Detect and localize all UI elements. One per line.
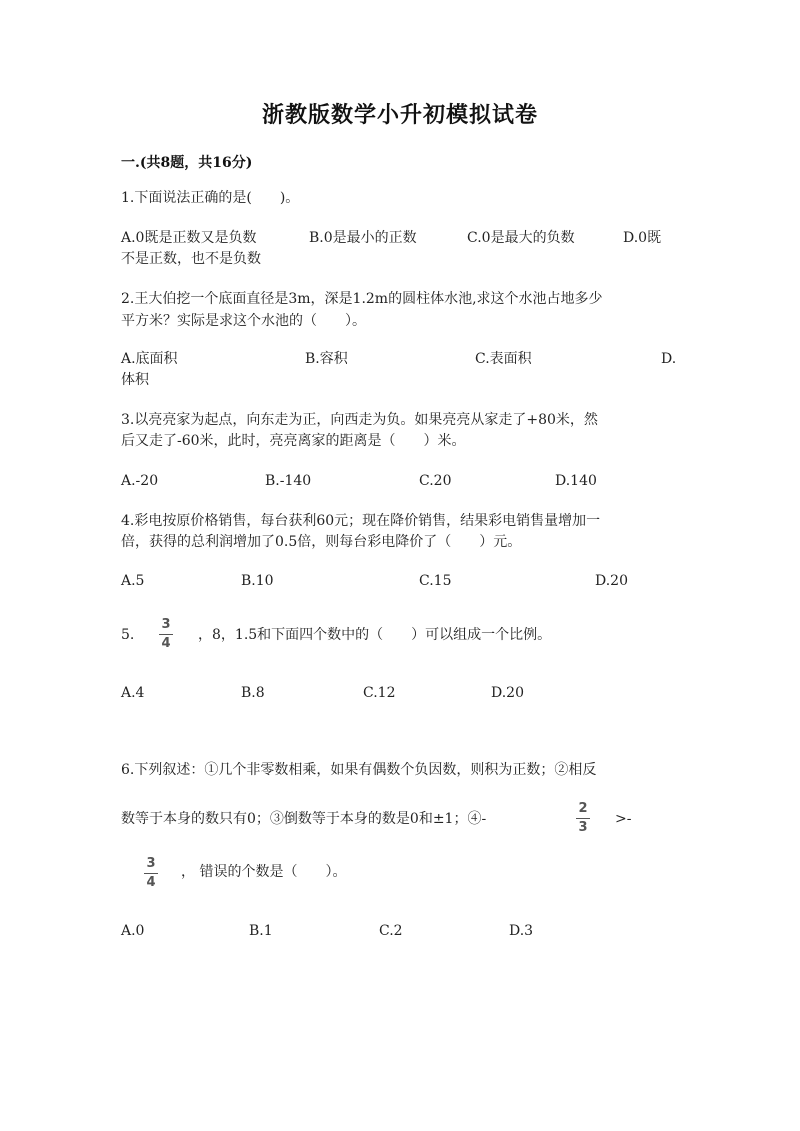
q2-option-b: B.容积 — [305, 351, 348, 367]
q6-stem-line1: 6.下列叙述：①几个非零数相乘，如果有偶数个负因数，则积为正数；②相反 — [121, 762, 597, 778]
q2-option-d-cont: 体积 — [121, 372, 149, 388]
section-heading: 一.(共8题，共16分) — [121, 155, 253, 171]
q6-fraction-1 — [573, 801, 593, 835]
q5-number: 5. — [121, 627, 135, 643]
q6-option-a: A.0 — [121, 923, 145, 939]
q6-fraction-2-numerator: 3 — [146, 856, 156, 871]
q1-option-a: A.0既是正数又是负数 — [121, 230, 257, 246]
q3-stem-line1: 3.以亮亮家为起点，向东走为正，向西走为负。如果亮亮从家走了+80米，然 — [121, 412, 598, 428]
q3-stem-line2: 后又走了-60米，此时，亮亮离家的距离是（ ）米。 — [121, 433, 466, 449]
q5-fraction — [156, 617, 176, 651]
q1-option-d-cont: 不是正数，也不是负数 — [121, 251, 261, 267]
q2-option-d: D. — [661, 351, 677, 367]
q5-option-d: D.20 — [491, 685, 524, 701]
q1-option-b: B.0是最小的正数 — [309, 230, 417, 246]
q6-fraction-1-numerator: 2 — [578, 801, 588, 816]
q2-stem-line2: 平方米？实际是求这个水池的（ ）。 — [121, 313, 366, 329]
q6-option-d: D.3 — [509, 923, 534, 939]
q2-option-a: A.底面积 — [121, 351, 178, 367]
q4-option-c: C.15 — [419, 573, 452, 589]
q3-option-a: A.-20 — [121, 473, 159, 489]
q4-option-d: D.20 — [595, 573, 628, 589]
q4-option-a: A.5 — [121, 573, 145, 589]
q5-fraction-numerator: 3 — [161, 617, 171, 632]
q6-option-b: B.1 — [249, 923, 273, 939]
q6-stem-line3: ， 错误的个数是（ ）。 — [181, 864, 347, 880]
q6-fraction-2-bar — [144, 873, 158, 874]
q6-fraction-2 — [141, 856, 161, 890]
page-title: 浙教版数学小升初模拟试卷 — [261, 102, 538, 128]
q3-option-c: C.20 — [419, 473, 452, 489]
q6-greater-than: >- — [615, 811, 632, 827]
q2-stem-line1: 2.王大伯挖一个底面直径是3m，深是1.2m的圆柱体水池,求这个水池占地多少 — [121, 291, 603, 307]
q6-fraction-2-denominator: 4 — [146, 875, 156, 890]
q3-option-b: B.-140 — [265, 473, 312, 489]
q2-option-c: C.表面积 — [475, 351, 532, 367]
q5-option-b: B.8 — [241, 685, 265, 701]
q1-stem: 1.下面说法正确的是( )。 — [121, 190, 300, 206]
q5-fraction-bar — [159, 634, 173, 635]
q4-option-b: B.10 — [241, 573, 274, 589]
q6-fraction-1-denominator: 3 — [578, 820, 588, 835]
q1-option-c: C.0是最大的负数 — [467, 230, 575, 246]
q3-option-d: D.140 — [555, 473, 597, 489]
q5-stem: ，8，1.5和下面四个数中的（ ）可以组成一个比例。 — [198, 627, 552, 643]
q1-option-d: D.0既 — [623, 230, 662, 246]
q4-stem-line1: 4.彩电按原价格销售，每台获利60元；现在降价销售，结果彩电销售量增加一 — [121, 513, 601, 529]
q4-stem-line2: 倍，获得的总利润增加了0.5倍，则每台彩电降价了（ ）元。 — [121, 534, 522, 550]
q6-fraction-1-bar — [576, 818, 590, 819]
q6-stem-line2: 数等于本身的数只有0；③倒数等于本身的数是0和±1；④- — [121, 811, 487, 827]
q5-option-c: C.12 — [363, 685, 396, 701]
q5-fraction-denominator: 4 — [161, 636, 171, 651]
q5-option-a: A.4 — [121, 685, 145, 701]
q6-option-c: C.2 — [379, 923, 403, 939]
